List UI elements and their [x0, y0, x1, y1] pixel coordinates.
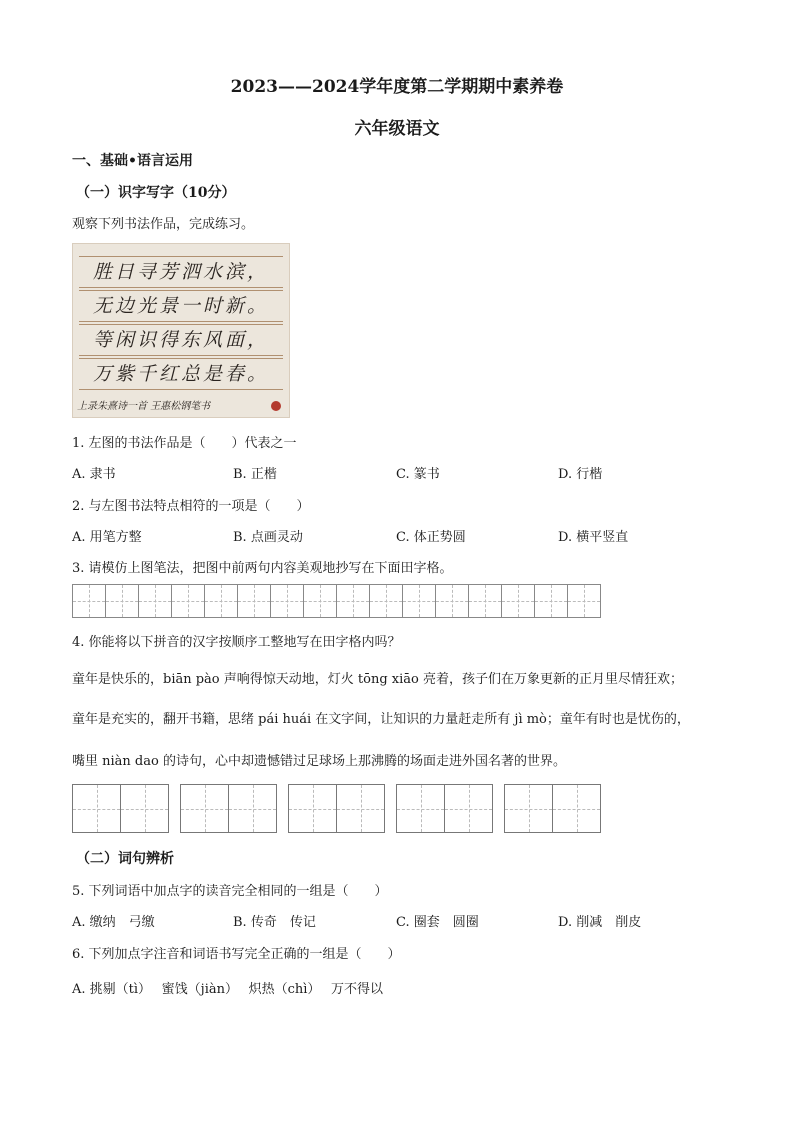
calligraphy-line-1: 胜日寻芳泗水滨， [79, 256, 283, 288]
q5-text: 5. 下列词语中加点字的读音完全相同的一组是（ ） [72, 884, 388, 899]
pinyin-grid-1[interactable] [72, 784, 168, 833]
grid-cell[interactable] [105, 584, 139, 618]
section2-heading: （二）词句辨析 [76, 851, 174, 867]
grid-cell[interactable] [501, 584, 535, 618]
exam-subtitle: 六年级语文 [354, 119, 440, 139]
grid-cell[interactable] [288, 784, 337, 833]
q5-option-b[interactable]: B. 传奇 传记 [233, 915, 316, 930]
grid-cell[interactable] [552, 784, 601, 833]
q3-text: 3. 请模仿上图笔法，把图中前两句内容美观地抄写在下面田字格。 [72, 561, 453, 576]
q1-option-d[interactable]: D. 行楷 [558, 467, 603, 482]
q1-text: 1. 左图的书法作品是（ ）代表之一 [72, 436, 297, 451]
grid-cell[interactable] [72, 584, 106, 618]
calligraphy-line-2: 无边光景一时新。 [79, 290, 283, 322]
q6-text: 6. 下列加点字注音和词语书写完全正确的一组是（ ） [72, 947, 401, 962]
q2-option-d[interactable]: D. 横平竖直 [558, 530, 629, 545]
q1-option-c[interactable]: C. 篆书 [396, 467, 440, 482]
grid-cell[interactable] [567, 584, 601, 618]
exam-title: 2023——2024学年度第二学期期中素养卷 [230, 77, 564, 97]
q2-option-b[interactable]: B. 点画灵动 [233, 530, 303, 545]
part1-heading: 一、基础•语言运用 [72, 153, 193, 169]
calligraphy-signature: 上录朱熹诗一首 王惠松钢笔书 [77, 401, 211, 412]
grid-cell[interactable] [435, 584, 469, 618]
grid-cell[interactable] [504, 784, 553, 833]
q5-option-a[interactable]: A. 缴纳 弓缴 [72, 915, 155, 930]
calligraphy-line-3: 等闲识得东风面， [79, 324, 283, 356]
pinyin-grid-3[interactable] [288, 784, 384, 833]
grid-cell[interactable] [369, 584, 403, 618]
calligraphy-artwork [72, 243, 290, 418]
grid-cell[interactable] [468, 584, 502, 618]
pinyin-grid-5[interactable] [504, 784, 600, 833]
q1-option-a[interactable]: A. 隶书 [72, 467, 116, 482]
grid-cell[interactable] [138, 584, 172, 618]
grid-cell[interactable] [120, 784, 169, 833]
q2-option-c[interactable]: C. 体正势圆 [396, 530, 466, 545]
q4-text: 4. 你能将以下拼音的汉字按顺序工整地写在田字格内吗？ [72, 635, 401, 650]
pinyin-grid-4[interactable] [396, 784, 492, 833]
grid-cell[interactable] [72, 784, 121, 833]
q3-writing-grid[interactable] [72, 584, 600, 618]
grid-cell[interactable] [180, 784, 229, 833]
q5-option-c[interactable]: C. 圈套 圆圈 [396, 915, 479, 930]
pinyin-grid-2[interactable] [180, 784, 276, 833]
grid-cell[interactable] [534, 584, 568, 618]
red-seal-icon [271, 401, 281, 411]
grid-cell[interactable] [303, 584, 337, 618]
grid-cell[interactable] [396, 784, 445, 833]
q4-paragraph-3: 嘴里 niàn dao 的诗句，心中却遗憾错过足球场上那沸腾的场面走进外国名著的世界。 [72, 754, 566, 769]
grid-cell[interactable] [171, 584, 205, 618]
q4-paragraph-2: 童年是充实的，翻开书籍，思绪 pái huái 在文字间，让知识的力量赶走所有 jì mò；童年有时也是忧伤的， [72, 712, 690, 727]
section1-intro: 观察下列书法作品，完成练习。 [72, 217, 255, 232]
grid-cell[interactable] [237, 584, 271, 618]
grid-cell[interactable] [228, 784, 277, 833]
q4-paragraph-1: 童年是快乐的，biān pào 声响得惊天动地，灯火 tōng xiāo 亮着，孩子们在万象更新的正月里尽情狂欢； [72, 672, 683, 687]
grid-cell[interactable] [402, 584, 436, 618]
q2-text: 2. 与左图书法特点相符的一项是（ ） [72, 499, 310, 514]
q6-option-a[interactable]: A. 挑剔（tì） 蜜饯（jiàn） 炽热（chì） 万不得以 [72, 982, 384, 997]
calligraphy-line-4: 万紫千红总是春。 [79, 358, 283, 390]
q2-option-a[interactable]: A. 用笔方整 [72, 530, 142, 545]
grid-cell[interactable] [444, 784, 493, 833]
section1-heading: （一）识字写字（10分） [76, 185, 236, 201]
q5-option-d[interactable]: D. 削减 削皮 [558, 915, 642, 930]
grid-cell[interactable] [204, 584, 238, 618]
q1-option-b[interactable]: B. 正楷 [233, 467, 277, 482]
grid-cell[interactable] [336, 784, 385, 833]
grid-cell[interactable] [270, 584, 304, 618]
grid-cell[interactable] [336, 584, 370, 618]
